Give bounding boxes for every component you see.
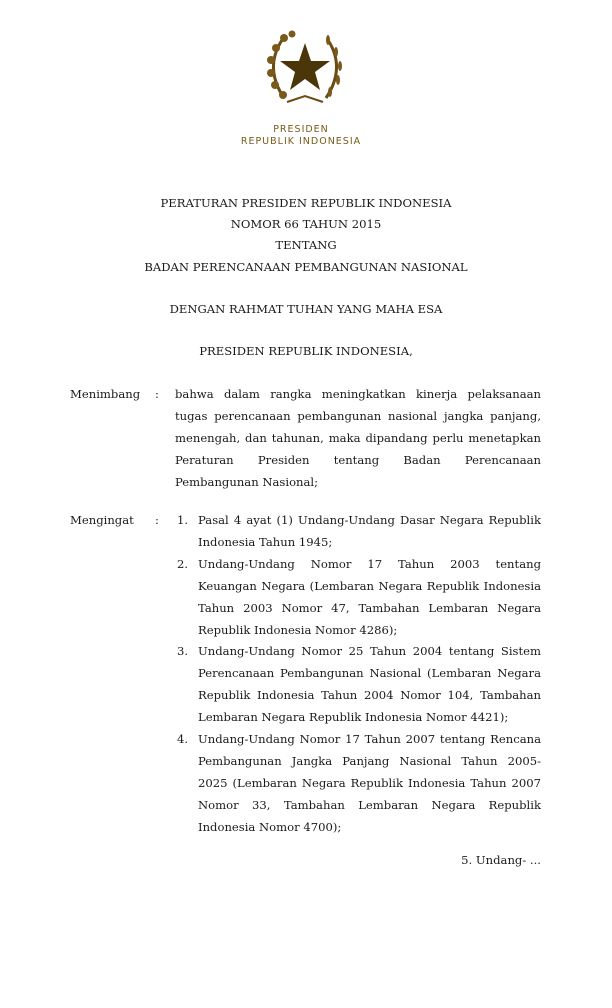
mengingat-colon: :	[155, 513, 159, 527]
list-item-line: Republik Indonesia Nomor 4286);	[198, 622, 398, 637]
invocation: DENGAN RAHMAT TUHAN YANG MAHA ESA	[169, 302, 443, 316]
page-continuation: 5. Undang- ...	[461, 853, 541, 867]
menimbang-label: Menimbang	[70, 387, 141, 401]
list-item-number: 1.	[177, 513, 189, 527]
speaker: PRESIDEN REPUBLIK INDONESIA,	[199, 344, 413, 358]
menimbang-line: Pembangunan Nasional;	[175, 474, 319, 489]
regulation-about: TENTANG	[275, 238, 337, 252]
list-item-line: Undang-Undang Nomor 17 Tahun 2003 tentang	[198, 556, 541, 571]
list-item-line: Keuangan Negara (Lembaran Negara Republik Indonesia	[198, 578, 541, 593]
list-item-number: 4.	[177, 732, 189, 746]
institution-name: PRESIDEN	[273, 124, 329, 135]
list-item-number: 3.	[177, 644, 189, 659]
list-item-line: Perencanaan Pembangunan Nasional (Lembaran Negara	[198, 666, 541, 681]
menimbang-line: tugas perencanaan pembangunan nasional jangka panjang,	[175, 408, 541, 423]
menimbang-line: bahwa dalam rangka meningkatkan kinerja pelaksanaan	[175, 387, 541, 401]
list-item-line: Pembangunan Jangka Panjang Nasional Tahun 2005-	[198, 753, 541, 768]
list-item-line: Undang-Undang Nomor 25 Tahun 2004 tentang Sistem	[198, 644, 541, 659]
list-item-line: Tahun 2003 Nomor 47, Tambahan Lembaran Negara	[198, 600, 541, 615]
menimbang-line: Peraturan Presiden tentang Badan Perencanaan	[175, 452, 541, 467]
mengingat-label: Mengingat	[70, 513, 134, 527]
regulation-number: NOMOR 66 TAHUN 2015	[230, 217, 382, 231]
list-item-line: Pasal 4 ayat (1) Undang-Undang Dasar Negara Republik	[198, 513, 541, 527]
presidential-emblem	[262, 28, 348, 108]
list-item-line: Republik Indonesia Tahun 2004 Nomor 104, Tambahan	[198, 688, 541, 703]
institution-country: REPUBLIK INDONESIA	[240, 136, 362, 147]
regulation-subject: BADAN PERENCANAAN PEMBANGUNAN NASIONAL	[144, 260, 468, 274]
list-item-line: 2025 (Lembaran Negara Republik Indonesia Tahun 2007	[198, 775, 541, 790]
list-item-line: Undang-Undang Nomor 17 Tahun 2007 tentang Rencana	[198, 732, 541, 746]
list-item-line: Indonesia Nomor 4700);	[198, 819, 342, 834]
menimbang-line: menengah, dan tahunan, maka dipandang perlu menetapkan	[175, 430, 541, 445]
regulation-title: PERATURAN PRESIDEN REPUBLIK INDONESIA	[160, 196, 452, 210]
list-item-line: Lembaran Negara Republik Indonesia Nomor 4421);	[198, 710, 509, 725]
list-item-number: 2.	[177, 556, 189, 571]
list-item-line: Nomor 33, Tambahan Lembaran Negara Republik	[198, 797, 541, 812]
list-item-line: Indonesia Tahun 1945;	[198, 534, 333, 549]
menimbang-colon: :	[155, 387, 159, 401]
